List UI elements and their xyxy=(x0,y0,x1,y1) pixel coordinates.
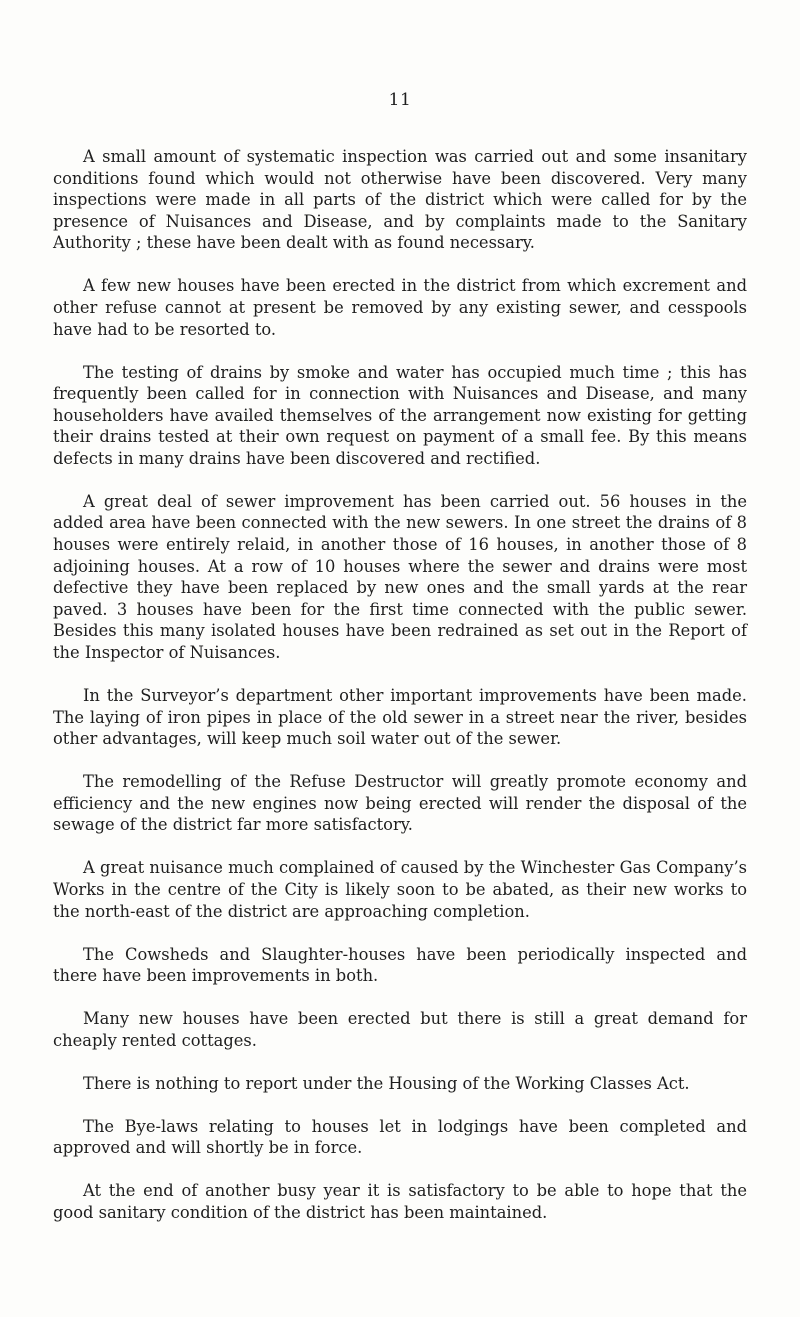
paragraph-cowsheds: The Cowsheds and Slaughter-houses have been periodically inspected and there have been improvements in both. xyxy=(53,944,747,986)
paragraph-surveyor-department: In the Surveyor’s department other important improvements have been made. The laying of iron pipes in place of the old sewer in a street near the river, besides other advantages, will keep much soil water out of the sewer. xyxy=(53,686,747,749)
paragraph-conclusion: At the end of another busy year it is satisfactory to be able to hope that the good sanitary condition of the district has been maintained. xyxy=(53,1181,747,1222)
page-number: 11 xyxy=(388,90,412,110)
paragraph-bye-laws: The Bye-laws relating to houses let in lodgings have been completed and approved and will shortly be in force. xyxy=(53,1116,747,1158)
report-body xyxy=(53,146,747,1245)
paragraph-refuse-destructor: The remodelling of the Refuse Destructor will greatly promote economy and efficiency and the new engines now being erected will render the disposal of the sewage of the district far more satisfactory. xyxy=(53,772,747,835)
paragraph-sewer-improvement: A great deal of sewer improvement has been carried out. 56 houses in the added area have been connected with the new sewers. In one street the drains of 8 houses were entirely relaid, in another those of 16 houses, in another those of 8 adjoining houses. At a row of 10 houses where the sewer and drains were most defective they have been replaced by new ones and the small yards at the rear paved. 3 houses have been for the first time connected with the public sewer. Besides this many isolated houses have been redrained as set out in the Report of the Inspector of Nuisances. xyxy=(53,491,747,663)
paragraph-drain-testing: The testing of drains by smoke and water has occupied much time ; this has frequently been called for in connection with Nuisances and Disease, and many householders have availed themselves of the arrangement now existing for getting their drains tested at their own request on payment of a small fee. By this means defects in many drains have been discovered and rectified. xyxy=(53,362,747,468)
paragraph-gas-works-nuisance: A great nuisance much complained of caused by the Winchester Gas Company’s Works in the centre of the City is likely soon to be abated, as their new works to the north-east of the district are approaching completion. xyxy=(53,858,747,921)
paragraph-systematic-inspection: A small amount of systematic inspection was carried out and some insanitary conditions found which would not otherwise have been discovered. Very many inspections were made in all parts of the district which were called for by the presence of Nuisances and Disease, and by complaints made to the Sanitary Authority ; these have been dealt with as found necessary. xyxy=(53,147,747,253)
paragraph-new-houses-cesspools: A few new houses have been erected in the district from which excrement and other refuse cannot at present be removed by any existing sewer, and cesspools have had to be resorted to. xyxy=(53,276,747,339)
paragraph-housing-act: There is nothing to report under the Housing of the Working Classes Act. xyxy=(83,1073,690,1093)
paragraph-housing-demand: Many new houses have been erected but there is still a great demand for cheaply rented cottages. xyxy=(53,1009,747,1050)
